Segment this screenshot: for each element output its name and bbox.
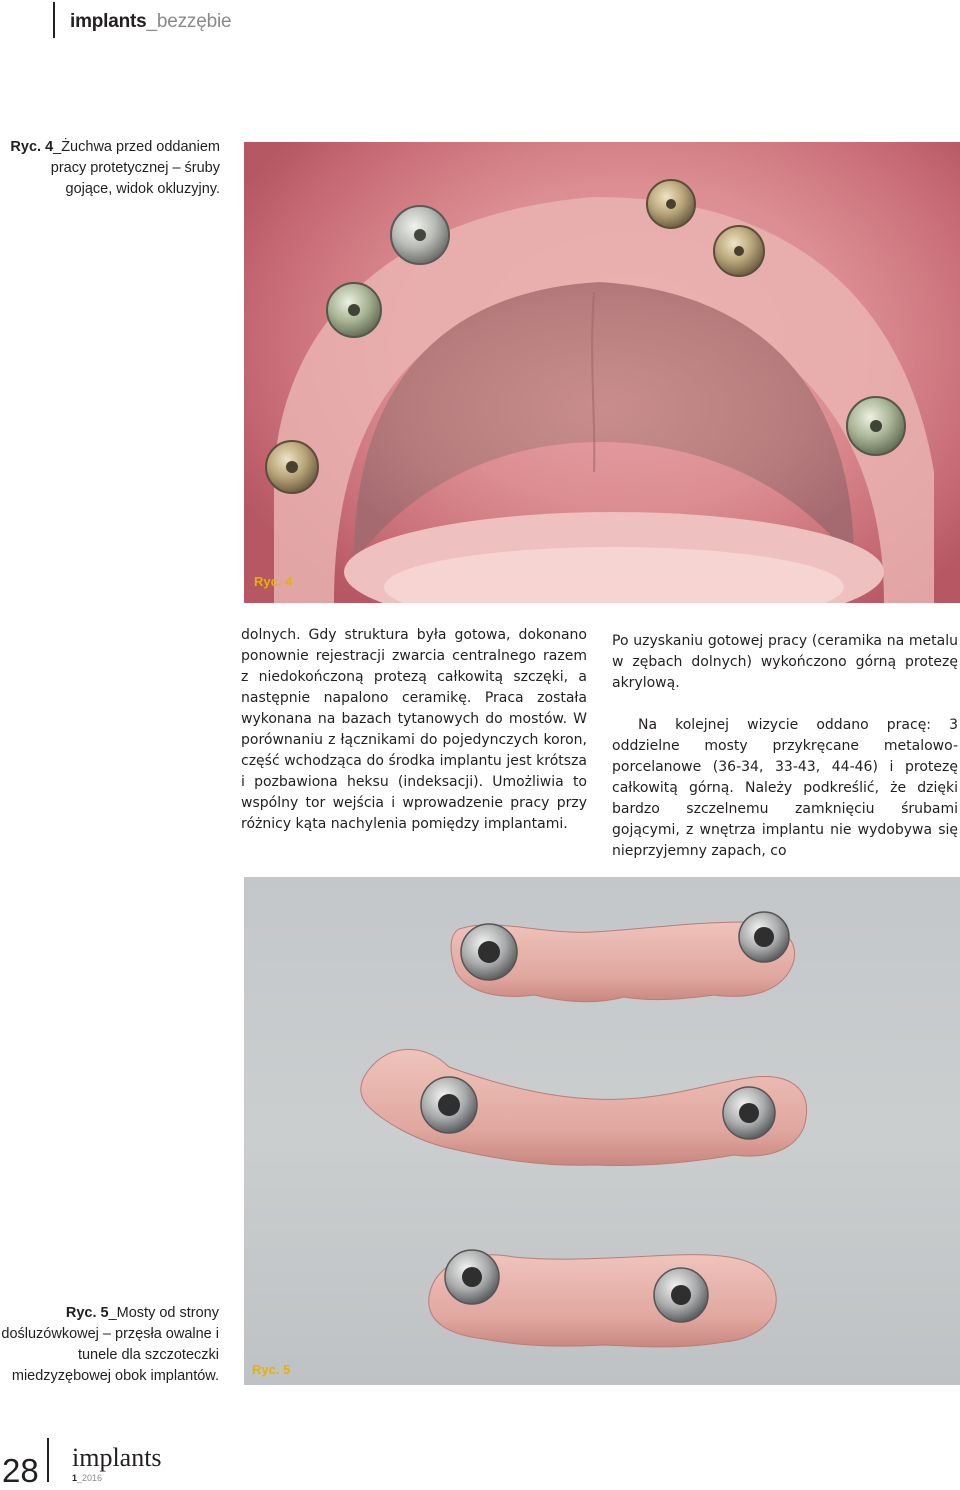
healing-screw-1 [266,441,318,493]
bridge-3 [429,1250,776,1347]
text-column-2 [612,631,958,862]
section-title-light: _bezzębie [146,11,232,32]
healing-screw-5 [714,226,764,276]
magazine-name: implants [72,1443,162,1472]
figure5-photo-label: Ryc. 5 [252,1362,291,1377]
healing-screw-6 [847,397,905,455]
figure5-caption-text: _Mosty od strony dośluzówkowej – przęsła owalne i tunele dla szczoteczki miedzyzębowej obok implantów. [1,1305,219,1384]
bridges-illustration [244,877,960,1385]
paragraph: Na kolejnej wizycie oddano pracę: 3 oddzielne mosty przykręcane metalowo-porcelanowe (36-34, 33-43, 44-46) i protezę całkowitą górną. Należy podkreślić, że dzięki bardzo szczelnemu zamknięciu śrubami gojącymi, z wnętrza implantu nie wydobywa się nieprzyjemny zapach, co [612,717,958,859]
figure4-caption [0,137,220,200]
header-rule [53,2,55,38]
figure4-caption-number: Ryc. 4 [10,139,54,155]
footer-rule [47,1438,49,1482]
issue-num: 1 [72,1473,78,1483]
page-number: 28 [2,1452,39,1489]
section-title-bold: implants [70,11,147,32]
bridge-1 [451,912,795,1002]
section-title [70,11,231,33]
figure4-photo-label: Ryc. 4 [254,574,293,589]
figure4-photo [244,142,960,603]
bridge-2 [361,1049,807,1165]
figure4-caption-text: _Żuchwa przed oddaniem pracy protetycznej – śruby gojące, widok okluzyjny. [50,139,220,197]
issue-number [72,1473,102,1483]
figure5-photo [244,877,960,1385]
healing-screw-3 [391,206,449,264]
paragraph: Po uzyskaniu gotowej pracy (ceramika na metalu w zębach dolnych) wykończono górną protezę akrylową. [612,633,958,691]
issue-year: _2016 [77,1473,103,1483]
paragraph: dolnych. Gdy struktura była gotowa, dokonano ponownie rejestracji zwarcia centralnego razem z niedokończoną protezą całkowitą szczęki, a następnie napalono ceramikę. Praca została wykonana na bazach tytanowych do mostów. W porównaniu z łącznikami do pojedynczych koron, część wchodząca do środka implantu jest krótsza i pozbawiona heksu (indeksacji). Umożliwia to wspólny tor wejścia i wprowadzenie pracy przy różnicy kąta nachylenia pomiędzy implantami. [241,627,587,832]
figure5-caption-number: Ryc. 5 [65,1305,109,1321]
jaw-illustration [244,142,960,603]
healing-screw-4 [647,180,695,228]
healing-screw-2 [327,283,381,337]
text-column-1 [241,625,587,835]
figure5-caption [0,1303,219,1387]
